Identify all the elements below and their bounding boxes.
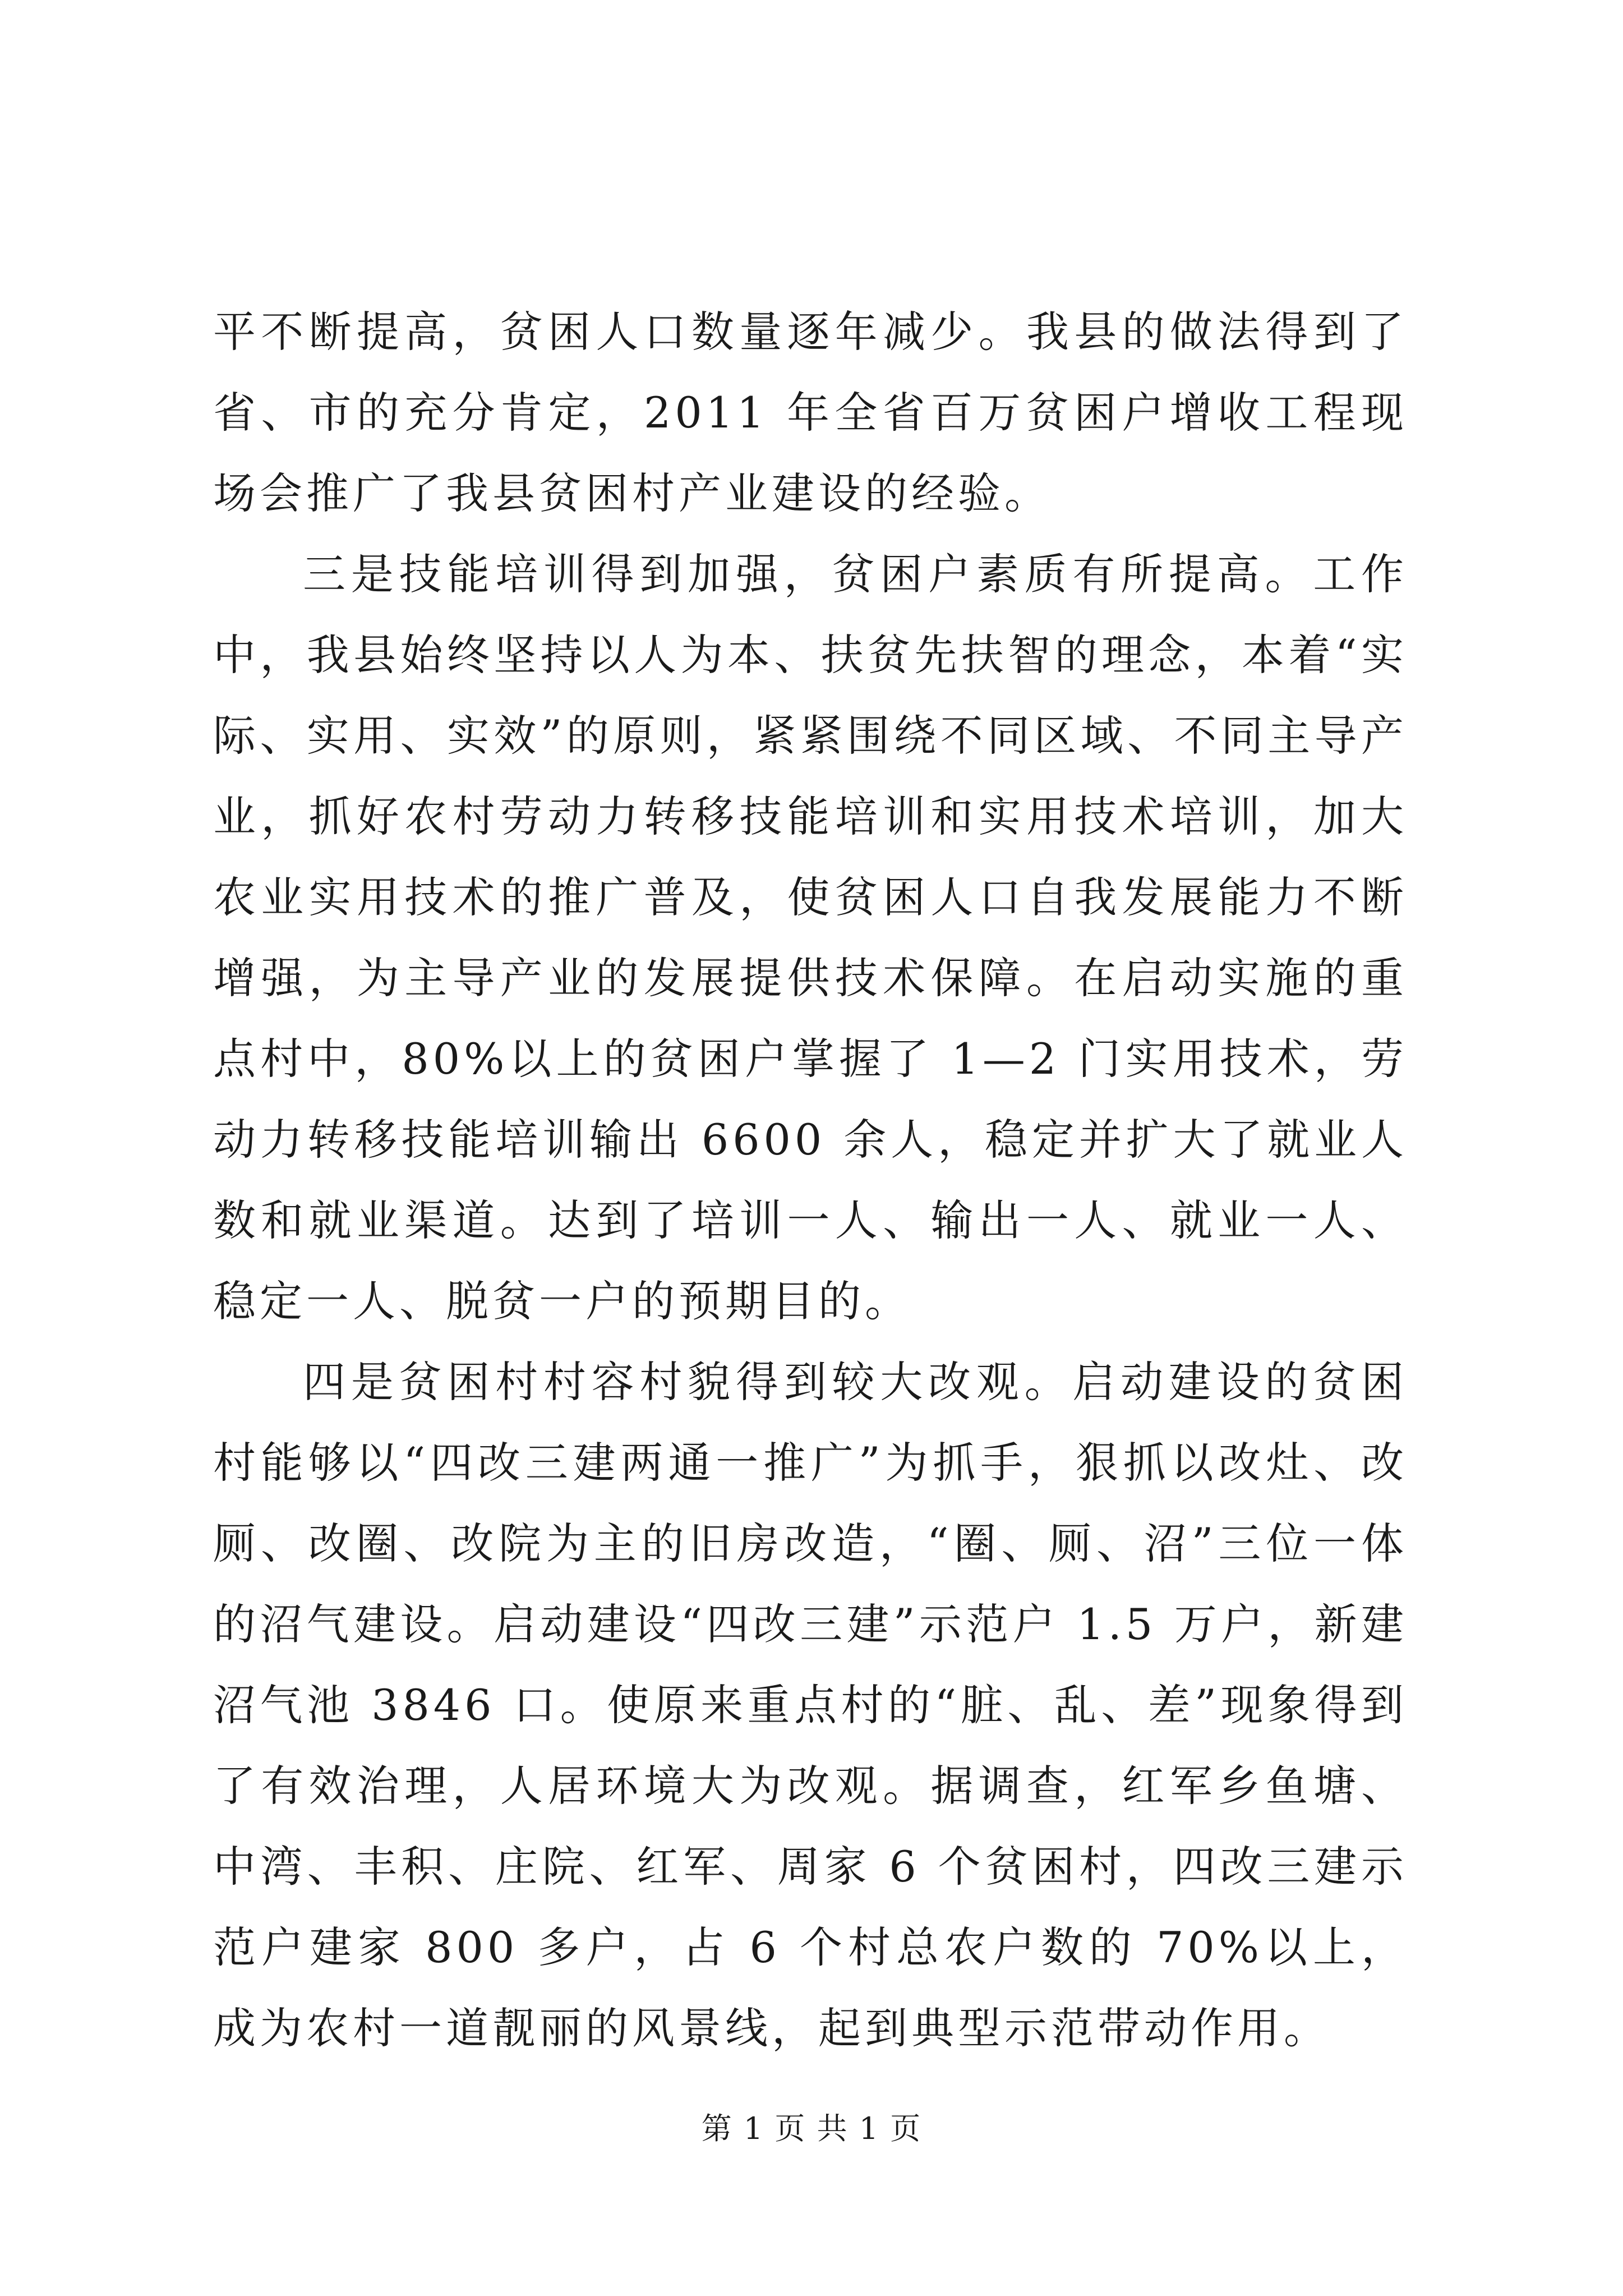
paragraph-continuation: 平不断提高，贫困人口数量逐年减少。我县的做法得到了省、市的充分肯定，2011 年全省百万贫困户增收工程现场会推广了我县贫困村产业建设的经验。 bbox=[213, 307, 1408, 518]
paragraph-village-appearance: 四是贫困村村容村貌得到较大改观。启动建设的贫困村能够以“四改三建两通一推广”为抓手，狠抓以改灶、改厕、改圈、改院为主的旧房改造，“圈、厕、沼”三位一体的沼气建设。启动建设“四改三建”示范户 1.5 万户，新建沼气池 3846 口。使原来重点村的“脏、乱、差”现象得到了有效治理，人居环境大为改观。据调查，红军乡鱼塘、中湾、丰积、庄院、红军、周家 6 个贫困村，四改三建示范户建家 800 多户，占 6 个村总农户数的 70%以上，成为农村一道靓丽的风景线，起到典型示范带动作用。 bbox=[213, 1357, 1408, 2053]
document-body bbox=[213, 292, 1408, 2069]
page-number-footer: 第 1 页 共 1 页 bbox=[701, 2111, 922, 2146]
paragraph-skills-training: 三是技能培训得到加强，贫困户素质有所提高。工作中，我县始终坚持以人为本、扶贫先扶智的理念，本着“实际、实用、实效”的原则，紧紧围绕不同区域、不同主导产业，抓好农村劳动力转移技能培训和实用技术培训，加大农业实用技术的推广普及，使贫困人口自我发展能力不断增强，为主导产业的发展提供技术保障。在启动实施的重点村中，80%以上的贫困户掌握了 1—2 门实用技术，劳动力转移技能培训输出 6600 余人，稳定并扩大了就业人数和就业渠道。达到了培训一人、输出一人、就业一人、稳定一人、脱贫一户的预期目的。 bbox=[213, 549, 1408, 1326]
